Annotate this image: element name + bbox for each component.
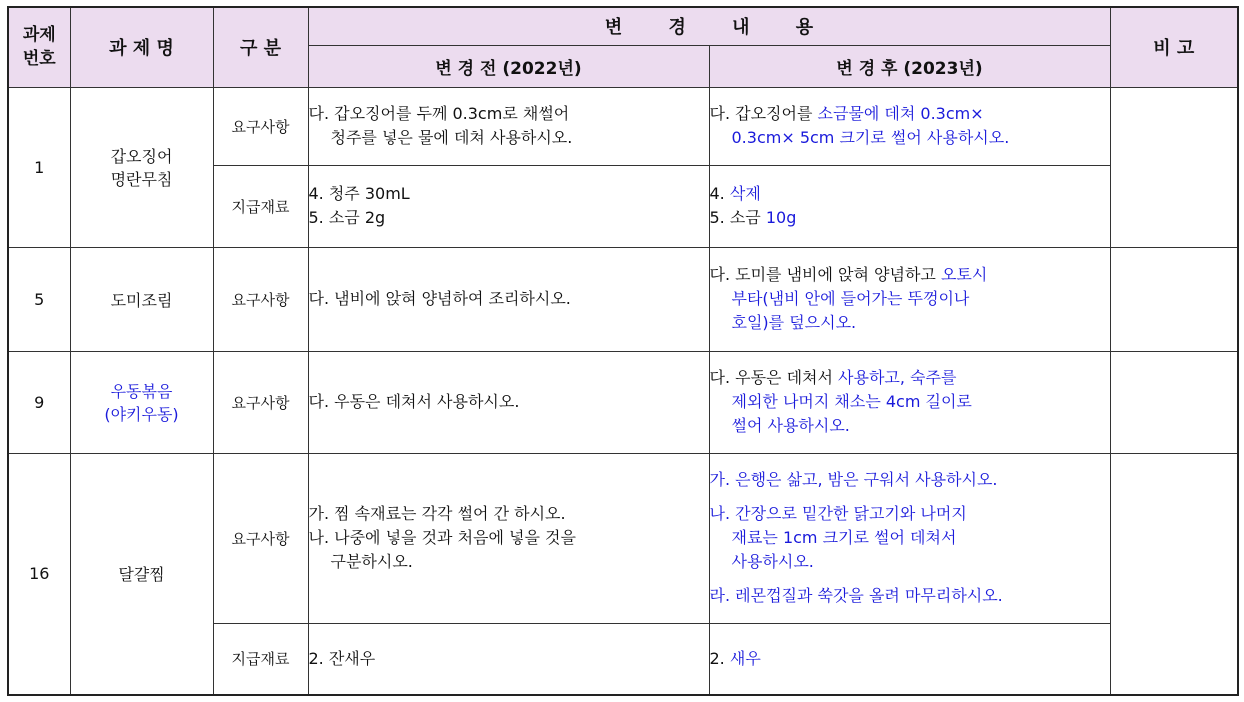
header-change-content: 변 경 내 용 bbox=[308, 7, 1110, 45]
header-before: 변 경 전 (2022년) bbox=[308, 45, 709, 87]
category-cell: 지급재료 bbox=[213, 623, 308, 695]
header-task-name: 과 제 명 bbox=[70, 7, 213, 87]
after-cell: 다. 우동은 데쳐서 사용하고, 숙주를 제외한 나머지 채소는 4cm 길이로 썰어 사용하시오. bbox=[709, 351, 1110, 453]
after-cell: 다. 도미를 냄비에 앉혀 양념하고 오토시 부타(냄비 안에 들어가는 뚜껑이나 호일)를 덮으시오. bbox=[709, 247, 1110, 351]
note-cell bbox=[1110, 247, 1238, 351]
after-cell: 가. 은행은 삶고, 밤은 구워서 사용하시오. 나. 간장으로 밑간한 닭고기와 나머지 재료는 1cm 크기로 썰어 데쳐서 사용하시오. 라. 레몬껍질과 쑥갓을 올려 마무리하시오. bbox=[709, 453, 1110, 623]
after-cell: 2. 새우 bbox=[709, 623, 1110, 695]
change-table bbox=[7, 6, 1239, 696]
category-cell: 지급재료 bbox=[213, 165, 308, 247]
task-name: 달걀찜 bbox=[70, 453, 213, 695]
category-cell: 요구사항 bbox=[213, 453, 308, 623]
task-name: 갑오징어 명란무침 bbox=[70, 87, 213, 247]
note-cell bbox=[1110, 453, 1238, 695]
category-cell: 요구사항 bbox=[213, 351, 308, 453]
before-cell: 4. 청주 30mL 5. 소금 2g bbox=[308, 165, 709, 247]
header-task-number: 과제 번호 bbox=[8, 7, 70, 87]
before-cell: 다. 냄비에 앉혀 양념하여 조리하시오. bbox=[308, 247, 709, 351]
header-category: 구 분 bbox=[213, 7, 308, 87]
before-cell: 다. 우동은 데쳐서 사용하시오. bbox=[308, 351, 709, 453]
after-cell: 4. 삭제 5. 소금 10g bbox=[709, 165, 1110, 247]
task-number: 9 bbox=[8, 351, 70, 453]
table-row bbox=[8, 351, 1238, 453]
table-row bbox=[8, 247, 1238, 351]
after-cell: 다. 갑오징어를 소금물에 데쳐 0.3cm× 0.3cm× 5cm 크기로 썰어 사용하시오. bbox=[709, 87, 1110, 165]
before-cell: 다. 갑오징어를 두께 0.3cm로 채썰어 청주를 넣은 물에 데쳐 사용하시오. bbox=[308, 87, 709, 165]
note-cell bbox=[1110, 351, 1238, 453]
note-cell bbox=[1110, 87, 1238, 247]
category-cell: 요구사항 bbox=[213, 247, 308, 351]
table-row bbox=[8, 453, 1238, 623]
table-row bbox=[8, 87, 1238, 165]
header-after: 변 경 후 (2023년) bbox=[709, 45, 1110, 87]
header-note: 비 고 bbox=[1110, 7, 1238, 87]
category-cell: 요구사항 bbox=[213, 87, 308, 165]
task-name: 우동볶음 (야키우동) bbox=[70, 351, 213, 453]
before-cell: 2. 잔새우 bbox=[308, 623, 709, 695]
task-name: 도미조림 bbox=[70, 247, 213, 351]
before-cell: 가. 찜 속재료는 각각 썰어 간 하시오. 나. 나중에 넣을 것과 처음에 넣을 것을 구분하시오. bbox=[308, 453, 709, 623]
task-number: 5 bbox=[8, 247, 70, 351]
task-number: 16 bbox=[8, 453, 70, 695]
task-number: 1 bbox=[8, 87, 70, 247]
